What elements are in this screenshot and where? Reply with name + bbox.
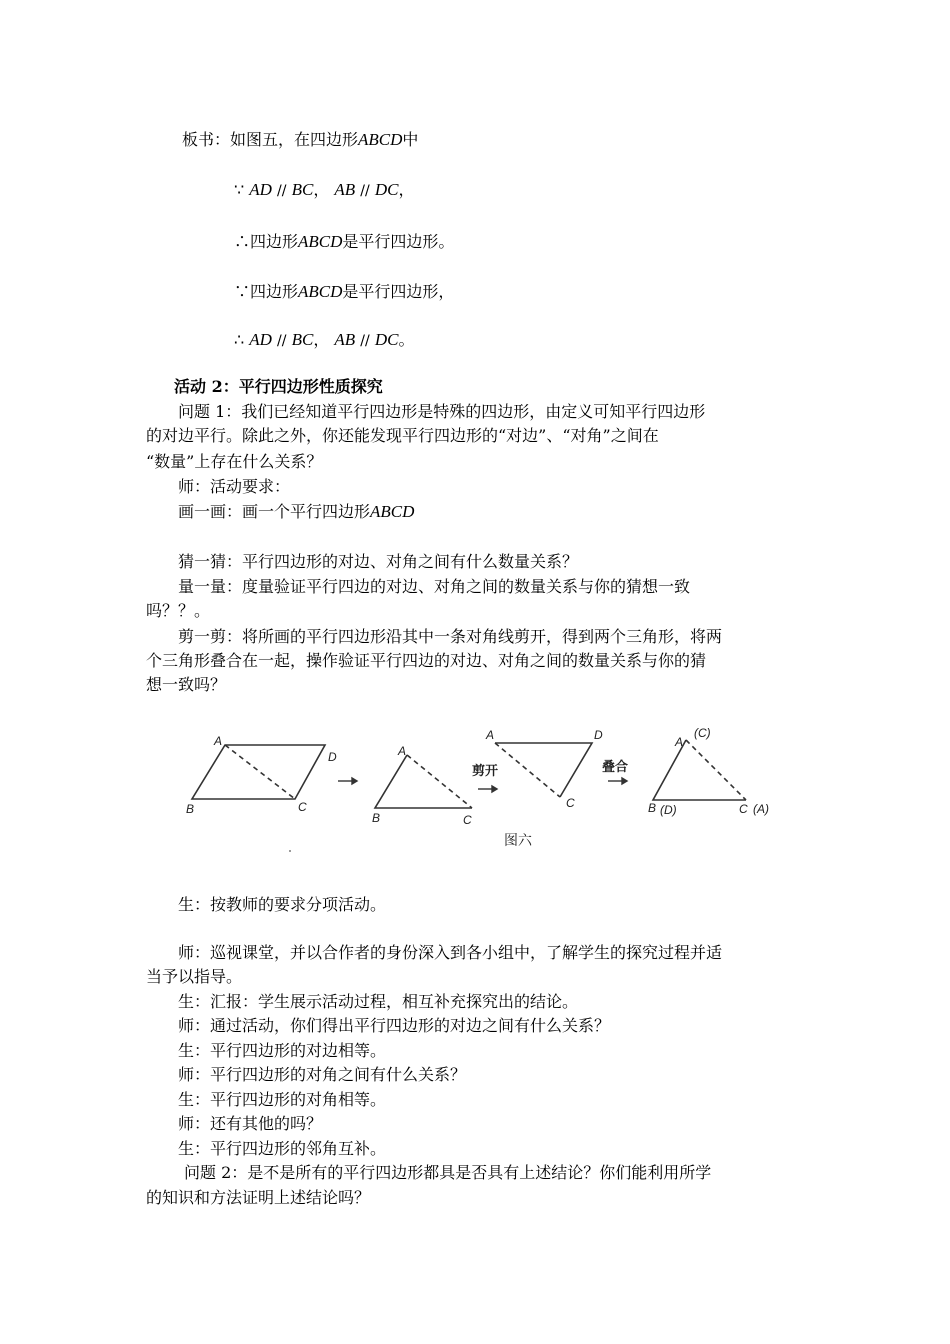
student-line-1: 生：按教师的要求分项活动。 [178, 895, 387, 914]
teacher-line-4: 师：还有其他的吗？ [178, 1114, 323, 1133]
math-dc: DC [374, 180, 399, 199]
math-bc: BC [291, 330, 314, 349]
label-b: B [372, 811, 381, 825]
math-bc: BC [291, 180, 314, 199]
math-ad: AD [249, 330, 272, 349]
is-parallelogram-text: 是平行四边形， [342, 282, 455, 301]
math-ad: AD [249, 180, 272, 199]
triangle-right-edges [495, 743, 592, 797]
therefore-symbol: ∴ [234, 232, 251, 251]
student-line-2: 生：汇报：学生展示活动过程，相互补充探究出的结论。 [178, 992, 579, 1011]
board-line-5 [234, 330, 414, 351]
math-abcd: ABCD [298, 282, 343, 301]
label-c: C [463, 813, 472, 827]
arrow-3-head [622, 778, 627, 784]
activity2-title: 活动 2：平行四边形性质探究 [174, 377, 383, 396]
label-d: D [328, 750, 337, 764]
board-line-2 [234, 180, 414, 201]
question1-line-1: 问题 1：我们已经知道平行四边形是特殊的四边形，由定义可知平行四边形 [178, 402, 706, 421]
student-line-3: 生：平行四边形的对边相等。 [178, 1041, 387, 1060]
student-line-4: 生：平行四边形的对角相等。 [178, 1090, 387, 1109]
label-paren-c: (C) [694, 726, 711, 740]
overlap-label: 叠合 [602, 759, 629, 774]
board-line-1-end: 中 [402, 130, 419, 149]
because-symbol: ∵ [234, 282, 251, 301]
label-paren-a: (A) [753, 802, 769, 816]
label-a: A [398, 744, 407, 758]
comma: ， [313, 330, 330, 349]
triangle-left-edges [375, 755, 472, 808]
label-d: D [594, 728, 603, 742]
math-dc: DC [374, 330, 399, 349]
parallel-symbol: // [277, 183, 287, 199]
measure-line-2: 吗？？。 [146, 601, 211, 620]
figure-caption: 图六 [504, 832, 532, 848]
cut-line-3: 想一致吗？ [146, 675, 227, 694]
math-ab: AB [334, 180, 356, 199]
figure-six [180, 715, 800, 865]
student-line-5: 生：平行四边形的邻角互补。 [178, 1139, 387, 1158]
label-a: A [214, 734, 223, 748]
board-line-4 [234, 282, 454, 302]
draw-text: 画一画：画一个平行四边形 [178, 502, 371, 521]
cut-label: 剪开 [472, 763, 499, 778]
math-ab: AB [334, 330, 356, 349]
is-parallelogram-text: 是平行四边形。 [342, 232, 455, 251]
overlap-triangle-dashed [686, 740, 746, 800]
question2-line-1: 问题 2：是不是所有的平行四边形都具是否具有上述结论？你们能利用所学 [184, 1163, 712, 1182]
label-b: B [186, 802, 195, 816]
board-line-1-text: 板书：如图五，在四边形 [182, 130, 359, 149]
measure-line-1: 量一量：度量验证平行四边的对边、对角之间的数量关系与你的猜想一致 [178, 577, 691, 596]
math-abcd: ABCD [370, 502, 415, 521]
because-symbol: ∵ [234, 180, 245, 199]
comma: ， [398, 180, 415, 199]
guess-instruction: 猜一猜：平行四边形的对边、对角之间有什么数量关系？ [178, 552, 579, 571]
quadrilateral-text: 四边形 [250, 232, 299, 251]
label-b: B [648, 801, 657, 815]
arrow-2-head [492, 786, 497, 792]
label-c: C [298, 800, 307, 814]
board-line-3 [234, 232, 454, 252]
question2-line-2: 的知识和方法证明上述结论吗？ [146, 1188, 371, 1207]
parallel-symbol: // [360, 333, 370, 349]
math-abcd: ABCD [358, 130, 403, 149]
parallel-symbol: // [360, 183, 370, 199]
period: 。 [398, 330, 415, 349]
arrow-1-head [352, 778, 357, 784]
question1-line-3: “数量”上存在什么关系？ [146, 452, 323, 471]
label-a: A [675, 735, 684, 749]
teacher-line-3: 师：平行四边形的对角之间有什么关系？ [178, 1065, 467, 1084]
label-a: A [486, 728, 495, 742]
label-paren-d: (D) [660, 803, 677, 817]
overlap-triangle-edges [653, 740, 746, 800]
comma: ， [313, 180, 330, 199]
triangle-left-dashed [407, 755, 472, 808]
draw-instruction [178, 502, 414, 522]
question1-line-2: 的对边平行。除此之外，你还能发现平行四边形的“对边”、“对角”之间在 [146, 426, 659, 445]
teacher-line-1b: 当予以指导。 [146, 967, 243, 986]
teacher-line-1a: 师：巡视课堂，并以合作者的身份深入到各小组中，了解学生的探究过程并适 [178, 943, 723, 962]
triangle-right-dashed [495, 743, 560, 797]
parallelogram-shape [192, 745, 325, 799]
teacher-requirements: 师：活动要求： [178, 477, 291, 496]
parallel-symbol: // [277, 333, 287, 349]
cut-line-2: 个三角形叠合在一起，操作验证平行四边的对边、对角之间的数量关系与你的猜 [146, 651, 707, 670]
label-c: C [739, 802, 748, 816]
teacher-line-2: 师：通过活动，你们得出平行四边形的对边之间有什么关系？ [178, 1016, 611, 1035]
label-c: C [566, 796, 575, 810]
therefore-symbol: ∴ [234, 330, 245, 349]
board-line-1 [182, 130, 418, 150]
cut-line-1: 剪一剪：将所画的平行四边形沿其中一条对角线剪开，得到两个三角形，将两 [178, 627, 723, 646]
quadrilateral-text: 四边形 [250, 282, 299, 301]
math-abcd: ABCD [298, 232, 343, 251]
diagonal-dashed [225, 745, 295, 799]
stray-dot [289, 850, 291, 852]
